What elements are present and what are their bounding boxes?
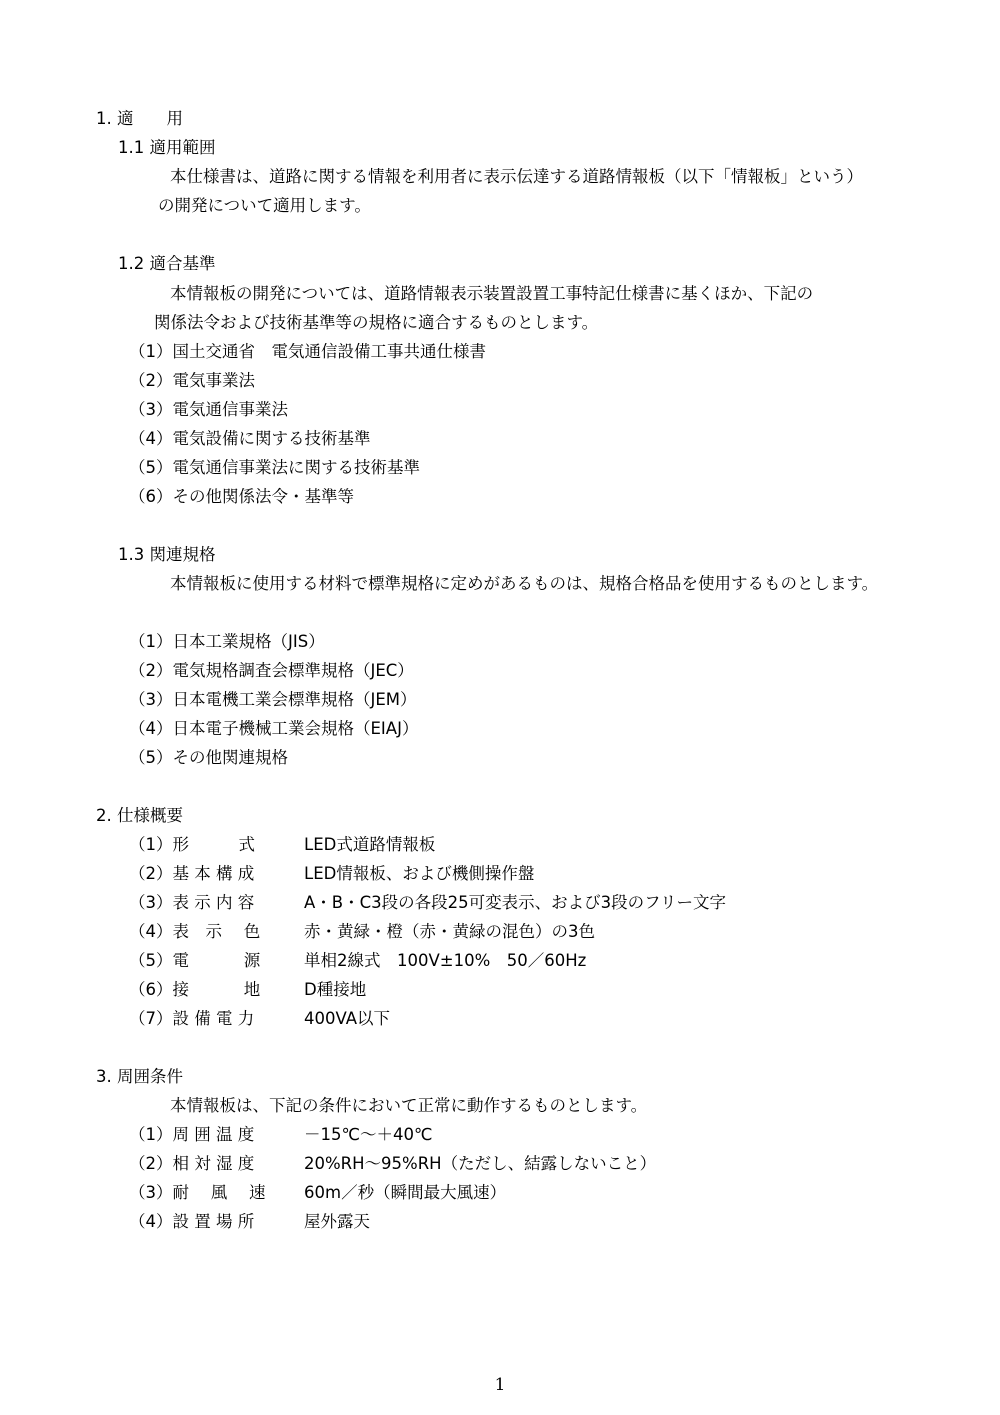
spec-row — [129, 835, 435, 855]
condition-row — [129, 1212, 370, 1232]
condition-value: 20%RH～95%RH（ただし、結露しないこと） — [304, 1154, 657, 1173]
list-item: （6）その他関係法令・基準等 — [129, 487, 354, 506]
spec-label: （7）設 備 電 力 — [129, 1009, 255, 1028]
spec-row — [129, 951, 586, 971]
spec-label: （3）表 示 内 容 — [129, 893, 255, 912]
section-1-2-heading: 1.2 適合基準 — [118, 254, 216, 273]
list-item: （3）日本電機工業会標準規格（JEM） — [129, 690, 417, 709]
spec-value: 400VA以下 — [304, 1009, 391, 1028]
condition-label: （2）相 対 湿 度 — [129, 1154, 255, 1173]
condition-label: （3）耐 風 速 — [129, 1183, 266, 1202]
list-item: （1）国土交通省 電気通信設備工事共通仕様書 — [129, 342, 486, 361]
condition-label: （1）周 囲 温 度 — [129, 1125, 255, 1144]
section-2-heading: 2. 仕様概要 — [96, 806, 183, 825]
section-1-2-paragraph-line: 関係法令および技術基準等の規格に適合するものとします。 — [154, 313, 599, 332]
spec-label: （2）基 本 構 成 — [129, 864, 255, 883]
condition-value: －15℃～＋40℃ — [304, 1125, 433, 1144]
list-item: （3）電気通信事業法 — [129, 400, 288, 419]
section-1-3-paragraph: 本情報板に使用する材料で標準規格に定めがあるものは、規格合格品を使用するものとします。 — [170, 574, 879, 593]
spec-value: D種接地 — [304, 980, 367, 999]
list-item: （5）その他関連規格 — [129, 748, 288, 767]
spec-row — [129, 893, 726, 913]
section-3-heading: 3. 周囲条件 — [96, 1067, 183, 1086]
spec-label: （4）表 示 色 — [129, 922, 261, 941]
list-item: （4）日本電子機械工業会規格（EIAJ） — [129, 719, 419, 738]
condition-row — [129, 1183, 506, 1203]
spec-label: （6）接 地 — [129, 980, 261, 999]
condition-value: 屋外露天 — [304, 1212, 370, 1231]
list-item: （4）電気設備に関する技術基準 — [129, 429, 371, 448]
section-1-1-paragraph-line: 本仕様書は、道路に関する情報を利用者に表示伝達する道路情報板（以下「情報板」という） — [170, 167, 863, 186]
list-item: （2）電気規格調査会標準規格（JEC） — [129, 661, 414, 680]
spec-row — [129, 1009, 390, 1029]
spec-label: （5）電 源 — [129, 951, 261, 970]
page-number: 1 — [494, 1375, 506, 1395]
condition-value: 60m／秒（瞬間最大風速） — [304, 1183, 507, 1202]
section-1-heading: 1. 適 用 — [96, 109, 183, 128]
section-1-3-heading: 1.3 関連規格 — [118, 545, 216, 564]
condition-row — [129, 1154, 656, 1174]
condition-label: （4）設 置 場 所 — [129, 1212, 255, 1231]
spec-row — [129, 980, 366, 1000]
list-item: （5）電気通信事業法に関する技術基準 — [129, 458, 420, 477]
spec-row — [129, 864, 534, 884]
section-1-1-heading: 1.1 適用範囲 — [118, 138, 216, 157]
spec-value: LED情報板、および機側操作盤 — [304, 864, 535, 883]
spec-value: 赤・黄緑・橙（赤・黄緑の混色）の3色 — [304, 922, 595, 941]
spec-value: 単相2線式 100V±10% 50／60Hz — [304, 951, 587, 970]
spec-value: A・B・C3段の各段25可変表示、および3段のフリー文字 — [304, 893, 726, 912]
condition-row — [129, 1125, 433, 1145]
section-1-2-paragraph-line: 本情報板の開発については、道路情報表示装置設置工事特記仕様書に基くほか、下記の — [170, 284, 814, 303]
section-1-1-paragraph-line: の開発について適用します。 — [158, 196, 371, 215]
section-3-paragraph: 本情報板は、下記の条件において正常に動作するものとします。 — [170, 1096, 648, 1115]
list-item: （1）日本工業規格（JIS） — [129, 632, 325, 651]
spec-row — [129, 922, 595, 942]
list-item: （2）電気事業法 — [129, 371, 255, 390]
spec-value: LED式道路情報板 — [304, 835, 436, 854]
spec-label: （1）形 式 — [129, 835, 255, 854]
